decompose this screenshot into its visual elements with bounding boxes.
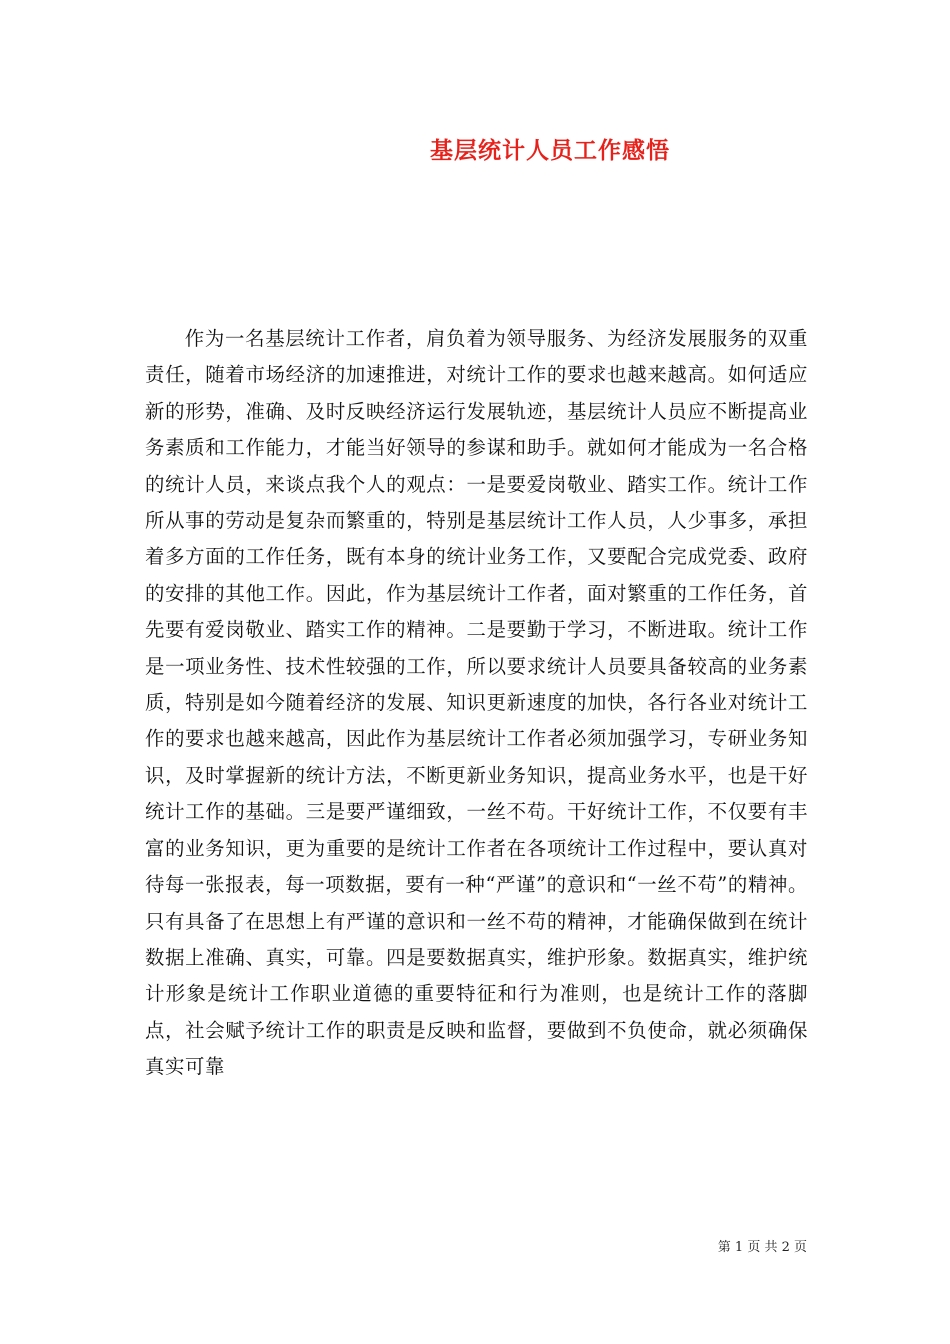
document-title: 基层统计人员工作感悟: [430, 137, 670, 164]
page-number-footer: 第 1 页 共 2 页: [717, 1240, 807, 1255]
body-paragraph: 作为一名基层统计工作者，肩负着为领导服务、为经济发展服务的双重责任，随着市场经济的加速推进，对统计工作的要求也越来越高。如何适应新的形势，准确、及时反映经济运行发展轨迹，基层统计人员应不断提高业务素质和工作能力，才能当好领导的参谋和助手。就如何才能成为一名合格的统计人员，来谈点我个人的观点：一是要爱岗敬业、踏实工作。统计工作所从事的劳动是复杂而繁重的，特别是基层统计工作人员，人少事多，承担着多方面的工作任务，既有本身的统计业务工作，又要配合完成党委、政府的安排的其他工作。因此，作为基层统计工作者，面对繁重的工作任务，首先要有爱岗敬业、踏实工作的精神。二是要勤于学习，不断进取。统计工作是一项业务性、技术性较强的工作，所以要求统计人员要具备较高的业务素质，特别是如今随着经济的发展、知识更新速度的加快，各行各业对统计工作的要求也越来越高，因此作为基层统计工作者必须加强学习，专研业务知识，及时掌握新的统计方法，不断更新业务知识，提高业务水平，也是干好统计工作的基础。三是要严谨细致，一丝不苟。干好统计工作，不仅要有丰富的业务知识，更为重要的是统计工作者在各项统计工作过程中，要认真对待每一张报表，每一项数据，要有一种“严谨”的意识和“一丝不苟”的精神。只有具备了在思想上有严谨的意识和一丝不苟的精神，才能确保做到在统计数据上准确、真实，可靠。四是要数据真实，维护形象。数据真实，维护统计形象是统计工作职业道德的重要特征和行为准则，也是统计工作的落脚点，社会赋予统计工作的职责是反映和监督，要做到不负使命，就必须确保真实可靠: [145, 327, 808, 1079]
